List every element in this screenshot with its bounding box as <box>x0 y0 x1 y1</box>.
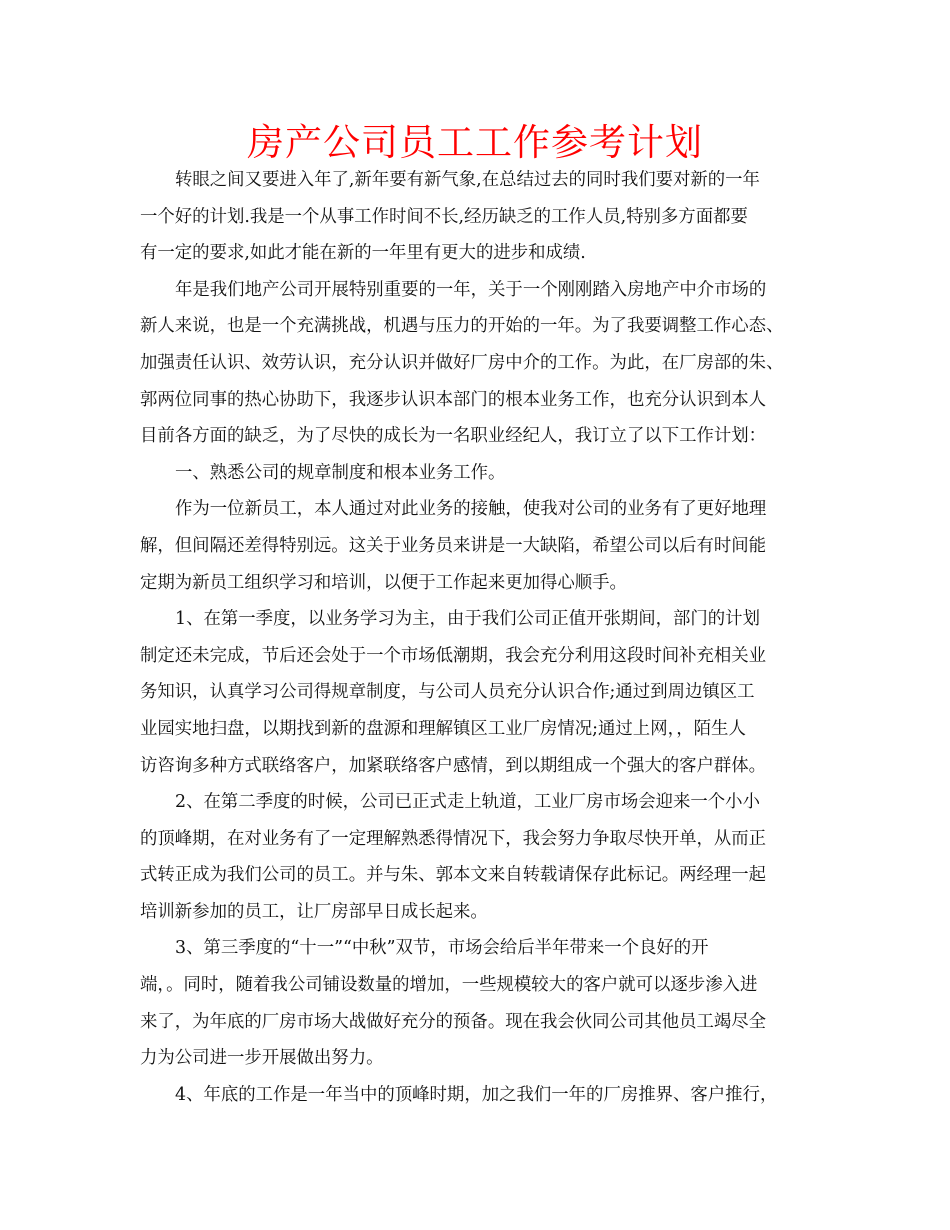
paragraph-4 <box>140 601 826 784</box>
paragraph-line: 业园实地扫盘，以期找到新的盘源和理解镇区工业厂房情况;通过上网，，陌生人 <box>140 718 746 739</box>
paragraph-line: 有一定的要求,如此才能在新的一年里有更大的进步和成绩. <box>140 243 586 264</box>
document-title: 房产公司员工工作参考计划 <box>247 121 703 164</box>
paragraph-line: 目前各方面的缺乏，为了尽快的成长为一名职业经纪人，我订立了以下工作计划： <box>140 426 767 447</box>
paragraph-line: 式转正成为我们公司的员工。并与朱、郭本文来自转载请保存此标记。两经理一起 <box>140 865 767 886</box>
paragraph-line: 解，但间隔还差得特别远。这关于业务员来讲是一大缺陷，希望公司以后有时间能 <box>140 535 767 556</box>
paragraph-line: 2、在第二季度的时候，公司已正式走上轨道，工业厂房市场会迎来一个小小 <box>175 792 760 813</box>
paragraph-line: 定期为新员工组织学习和培训，以便于工作起来更加得心顺手。 <box>140 572 627 593</box>
paragraph-line: 转眼之间又要进入年了,新年要有新气象,在总结过去的同时我们要对新的一年 <box>175 170 760 190</box>
paragraph-3 <box>140 491 826 601</box>
paragraph-line: 1、在第一季度，以业务学习为主，由于我们公司正值开张期间，部门的计划 <box>175 609 760 630</box>
paragraph-line: 制定还未完成，节后还会处于一个市场低潮期，我会充分利用这段时间补充相关业 <box>140 645 767 666</box>
paragraph-line: 年是我们地产公司开展特别重要的一年，关于一个刚刚踏入房地产中介市场的 <box>175 279 767 300</box>
paragraph-line: 访咨询多种方式联络客户，加紧联络客户感情，到以期组成一个强大的客户群体。 <box>140 755 767 776</box>
paragraph-line: 务知识，认真学习公司得规章制度，与公司人员充分认识合作;通过到周边镇区工 <box>140 682 755 703</box>
paragraph-line: 的顶峰期，在对业务有了一定理解熟悉得情况下，我会努力争取尽快开单，从而正 <box>140 828 767 849</box>
section-heading-line: 一、熟悉公司的规章制度和根本业务工作。 <box>175 462 506 483</box>
paragraph-line: 加强责任认识、效劳认识，充分认识并做好厂房中介的工作。为此，在厂房部的朱、 <box>140 352 784 373</box>
paragraph-6 <box>140 930 826 1076</box>
paragraph-5 <box>140 784 826 930</box>
paragraph-line: 新人来说，也是一个充满挑战，机遇与压力的开始的一年。为了我要调整工作心态、 <box>140 316 784 337</box>
paragraph-line: 培训新参加的员工，让厂房部早日成长起来。 <box>140 901 488 922</box>
section-heading-1 <box>140 455 826 492</box>
paragraph-line: 4、年底的工作是一年当中的顶峰时期，加之我们一年的厂房推界、客户推行， <box>175 1084 778 1105</box>
paragraph-line: 一个好的计划.我是一个从事工作时间不长,经历缺乏的工作人员,特别多方面都要 <box>140 206 748 227</box>
paragraph-line: 郭两位同事的热心协助下，我逐步认识本部门的根本业务工作，也充分认识到本人 <box>140 389 767 410</box>
paragraph-line: 端，。同时，随着我公司铺设数量的增加，一些规模较大的客户就可以逐步渗入进 <box>140 975 758 996</box>
paragraph-line: 3、第三季度的“十一”“中秋”双节，市场会给后半年带来一个良好的开 <box>175 938 709 959</box>
paragraph-2 <box>140 272 826 455</box>
paragraph-7 <box>140 1077 826 1114</box>
paragraph-line: 来了，为年底的厂房市场大战做好充分的预备。现在我会伙同公司其他员工竭尽全 <box>140 1011 767 1032</box>
paragraph-line: 力为公司进一步开展做出努力。 <box>140 1048 384 1069</box>
paragraph-1 <box>140 162 826 272</box>
paragraph-line: 作为一位新员工，本人通过对此业务的接触，使我对公司的业务有了更好地理 <box>175 499 767 520</box>
document-body <box>140 162 826 1113</box>
